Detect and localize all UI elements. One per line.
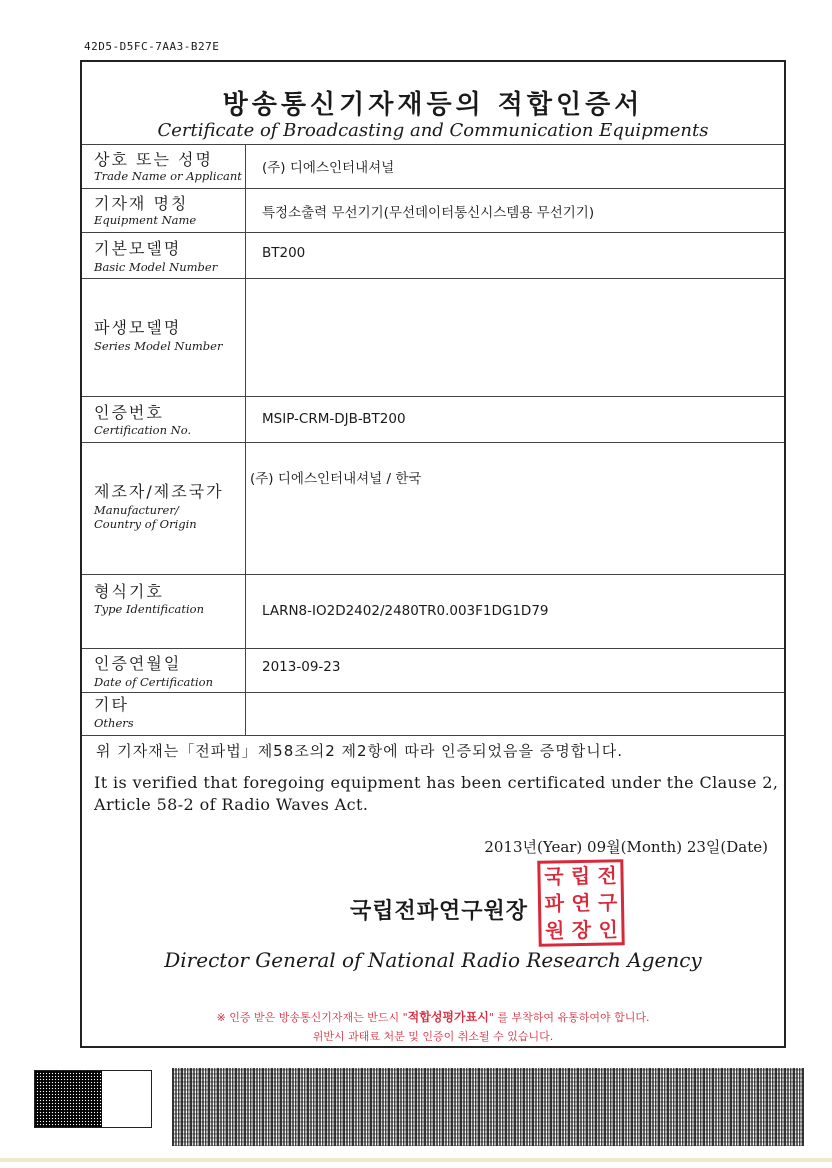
label-english: Equipment Name bbox=[94, 213, 197, 227]
label-english: Others bbox=[94, 716, 134, 730]
label-english: Basic Model Number bbox=[94, 260, 218, 274]
page-footer-band bbox=[0, 1158, 832, 1162]
label-korean: 상호 또는 성명 bbox=[94, 150, 213, 169]
row-type-identification bbox=[82, 574, 784, 649]
label-english-line2: Country of Origin bbox=[94, 517, 197, 531]
trade-name-value: (주) 디에스인터내셔널 bbox=[262, 160, 395, 176]
barcode-2d-strip bbox=[172, 1068, 804, 1146]
basic-model-value: BT200 bbox=[262, 245, 306, 261]
label-english: Type Identification bbox=[94, 602, 205, 616]
label-korean: 형식기호 bbox=[94, 582, 164, 601]
label-korean: 기타 bbox=[94, 695, 129, 714]
label-english: Date of Certification bbox=[94, 675, 213, 689]
issuer-english: Director General of National Radio Research Agency bbox=[164, 948, 702, 972]
equipment-name-value: 특정소출력 무선기기(무선데이터통신시스템용 무선기기) bbox=[262, 205, 595, 221]
title-korean: 방송통신기자재등의 적합인증서 bbox=[222, 90, 644, 120]
row-trade-name bbox=[82, 144, 784, 189]
statement-korean: 위 기자재는「전파법」제58조의2 제2항에 따라 인증되었음을 증명합니다. bbox=[96, 742, 624, 760]
notice-line-1 bbox=[82, 1008, 784, 1025]
row-label bbox=[82, 693, 246, 735]
row-equipment-name bbox=[82, 188, 784, 233]
row-label bbox=[82, 649, 246, 693]
title-english: Certificate of Broadcasting and Communication Equipments bbox=[157, 120, 709, 141]
certification-no-value: MSIP-CRM-DJB-BT200 bbox=[262, 411, 406, 427]
row-label bbox=[82, 233, 246, 279]
row-manufacturer bbox=[82, 442, 784, 575]
label-korean: 파생모델명 bbox=[94, 318, 182, 337]
label-korean: 인증연월일 bbox=[94, 654, 182, 673]
official-seal-stamp: 국 립 전 파 연 구 원 장 인 bbox=[537, 859, 624, 946]
certification-date-value: 2013-09-23 bbox=[262, 659, 341, 675]
label-korean: 인증번호 bbox=[94, 403, 164, 422]
notice-emphasis: 적합성평가표시 bbox=[407, 1010, 489, 1024]
row-certification-no bbox=[82, 396, 784, 443]
label-korean: 기자재 명칭 bbox=[94, 194, 189, 213]
row-label bbox=[82, 575, 246, 649]
row-certification-date bbox=[82, 648, 784, 693]
notice-prefix: ※ 인증 받은 방송통신기자재는 반드시 " bbox=[216, 1011, 408, 1024]
row-basic-model bbox=[82, 232, 784, 279]
statement-english: It is verified that foregoing equipment has been certificated under the Clause 2, Article 58-2 of Radio Waves Act. bbox=[94, 773, 779, 814]
row-label bbox=[82, 189, 246, 233]
type-identification-value: LARN8-IO2D2402/2480TR0.003F1DG1D79 bbox=[262, 603, 549, 619]
row-label bbox=[82, 145, 246, 189]
barcode-pattern bbox=[35, 1071, 102, 1127]
label-english: Manufacturer/ bbox=[94, 503, 179, 517]
row-series-model bbox=[82, 278, 784, 397]
barcode-left bbox=[34, 1070, 152, 1128]
label-korean: 제조자/제조국가 bbox=[94, 482, 224, 501]
label-english: Series Model Number bbox=[94, 339, 223, 353]
notice-suffix: " 를 부착하여 유통하여야 합니다. bbox=[488, 1011, 650, 1024]
row-others bbox=[82, 692, 784, 736]
row-label bbox=[82, 443, 246, 575]
label-english: Trade Name or Applicant bbox=[94, 169, 242, 183]
certificate-frame bbox=[80, 60, 786, 1048]
row-label bbox=[82, 279, 246, 397]
issue-date: 2013년(Year) 09월(Month) 23일(Date) bbox=[484, 838, 768, 856]
label-korean: 기본모델명 bbox=[94, 239, 182, 258]
notice-line-2: 위반시 과태료 처분 및 인증이 취소될 수 있습니다. bbox=[312, 1030, 554, 1043]
document-serial: 42D5-D5FC-7AA3-B27E bbox=[84, 40, 220, 53]
label-english: Certification No. bbox=[94, 423, 192, 437]
row-label bbox=[82, 397, 246, 443]
issuer-korean: 국립전파연구원장 bbox=[350, 899, 529, 924]
manufacturer-value: (주) 디에스인터내셔널 / 한국 bbox=[250, 471, 422, 487]
